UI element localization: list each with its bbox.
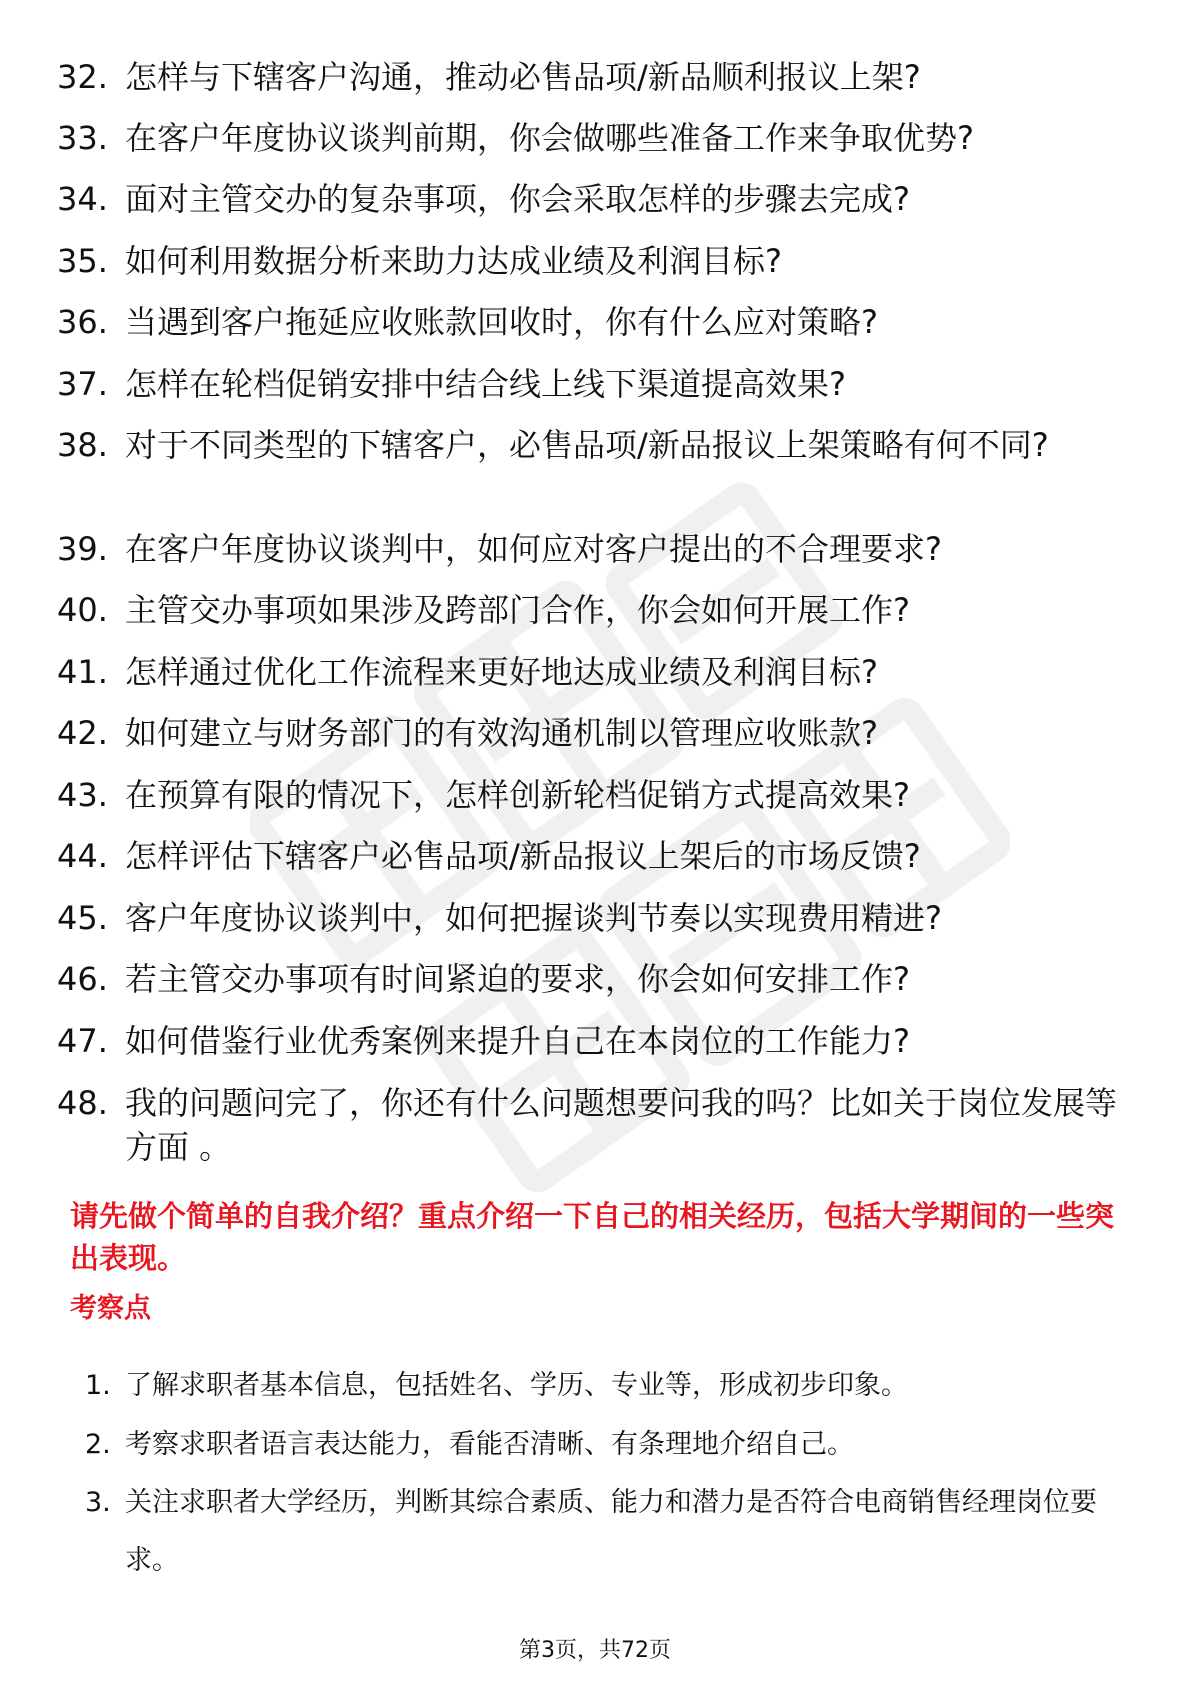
section-subhead: 考察点 [70,1293,151,1324]
question-item [57,239,1117,283]
question-text: 怎样通过优化工作流程来更好地达成业绩及利润目标? [125,653,878,691]
question-number: 33. [57,119,108,157]
question-text: 在客户年度协议谈判中，如何应对客户提出的不合理要求? [125,530,942,568]
question-text: 客户年度协议谈判中，如何把握谈判节奏以实现费用精进? [125,899,942,937]
question-text: 如何利用数据分析来助力达成业绩及利润目标? [125,242,782,280]
question-number: 38. [57,426,108,464]
question-number: 32. [57,58,108,96]
question-text: 对于不同类型的下辖客户，必售品项/新品报议上架策略有何不同? [125,426,1049,464]
question-number: 43. [57,776,108,814]
question-item [57,362,1117,406]
question-item [57,300,1117,344]
question-text: 若主管交办事项有时间紧迫的要求，你会如何安排工作? [125,960,910,998]
question-item [57,957,1117,1001]
question-text: 在预算有限的情况下，怎样创新轮档促销方式提高效果? [125,776,910,814]
question-item [57,650,1117,694]
question-item [57,423,1117,467]
point-item [85,1416,1125,1474]
question-text: 怎样评估下辖客户必售品项/新品报议上架后的市场反馈? [125,837,921,875]
point-item [85,1357,1125,1415]
question-number: 37. [57,365,108,403]
question-text: 我的问题问完了，你还有什么问题想要问我的吗？比如关于岗位发展等方面 。 [125,1084,1118,1166]
point-item [85,1474,1125,1590]
question-text: 怎样与下辖客户沟通，推动必售品项/新品顺利报议上架? [125,58,921,96]
question-number: 34. [57,180,108,218]
question-number: 36. [57,303,108,341]
question-number: 46. [57,960,108,998]
question-item [57,896,1117,940]
question-number: 47. [57,1022,108,1060]
point-text: 了解求职者基本信息，包括姓名、学历、专业等，形成初步印象。 [125,1370,908,1401]
point-number: 2. [85,1429,111,1460]
section-title: 请先做个简单的自我介绍？重点介绍一下自己的相关经历，包括大学期间的一些突出表现。 [70,1199,1115,1275]
question-number: 40. [57,591,108,629]
point-number: 1. [85,1370,111,1401]
question-item [57,711,1117,755]
question-text: 当遇到客户拖延应收账款回收时，你有什么应对策略? [125,303,878,341]
question-number: 42. [57,714,108,752]
question-text: 如何建立与财务部门的有效沟通机制以管理应收账款? [125,714,878,752]
question-text: 主管交办事项如果涉及跨部门合作，你会如何开展工作? [125,591,910,629]
question-item [57,1019,1117,1063]
question-number: 45. [57,899,108,937]
question-text: 在客户年度协议谈判前期，你会做哪些准备工作来争取优势? [125,119,974,157]
question-item [57,116,1117,160]
point-text: 关注求职者大学经历，判断其综合素质、能力和潜力是否符合电商销售经理岗位要求。 [125,1487,1097,1576]
question-item [57,773,1117,817]
question-item [57,588,1117,632]
question-text: 如何借鉴行业优秀案例来提升自己在本岗位的工作能力? [125,1022,910,1060]
question-item [57,527,1117,571]
question-number: 48. [57,1084,108,1122]
question-text: 怎样在轮档促销安排中结合线上线下渠道提高效果? [125,365,846,403]
question-text: 面对主管交办的复杂事项，你会采取怎样的步骤去完成? [125,180,910,218]
question-item [57,55,1117,99]
point-number: 3. [85,1487,111,1518]
question-number: 35. [57,242,108,280]
question-item [57,1081,1117,1169]
question-item [57,834,1117,878]
point-text: 考察求职者语言表达能力，看能否清晰、有条理地介绍自己。 [125,1429,854,1460]
question-number: 41. [57,653,108,691]
question-item [57,177,1117,221]
question-number: 44. [57,837,108,875]
question-number: 39. [57,530,108,568]
page-number: 第3页，共72页 [519,1638,671,1663]
